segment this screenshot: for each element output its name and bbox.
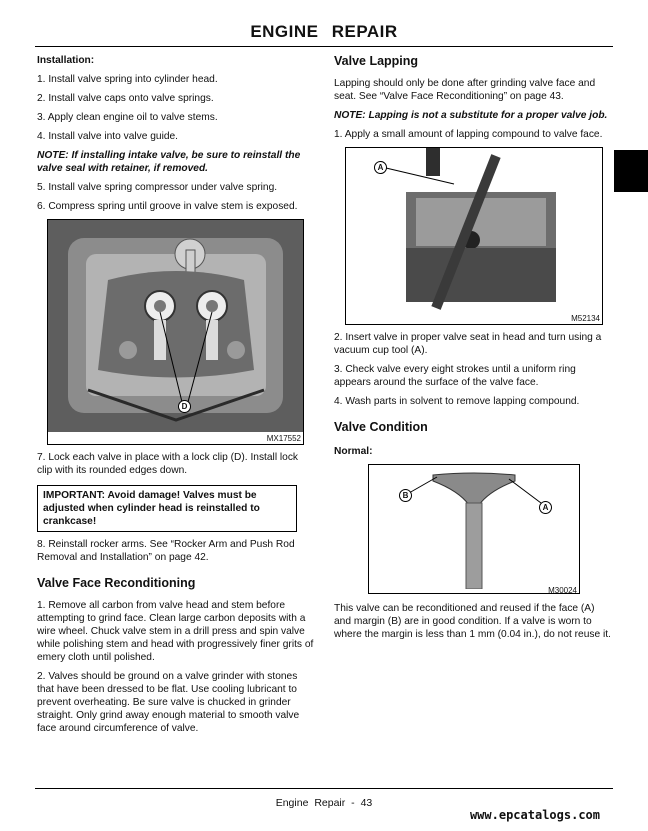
face-step-1: 1. Remove all carbon from valve head and stem before attempting to grind face. Clean large carbon deposits with a wire wheel. Chuck valve stem in a drill press and spin valve while polishing stem and head with progressively finer grits of emery cloth until polished. <box>37 600 314 663</box>
installation-heading: Installation: <box>37 55 95 66</box>
figure-vacuum-cup <box>345 147 603 325</box>
callout-a: A <box>539 501 552 514</box>
step-1: 1. Install valve spring into cylinder head. <box>37 74 218 85</box>
figure-id: M52134 <box>571 314 600 323</box>
installation-steps-a <box>37 73 315 143</box>
step-3: 3. Apply clean engine oil to valve stems. <box>37 112 218 123</box>
page-number: Engine Repair - 43 <box>275 797 373 809</box>
page-title: ENGINE REPAIR <box>250 22 398 41</box>
face-step-2: 2. Valves should be ground on a valve grinder with stones that have been dressed to be flat. Use cooling lubricant to prevent overheating. Be sure valve is chucked in grinder straight. Only grind away enough material to smooth valve face around circumference of valve. <box>37 671 300 734</box>
figure-spring-compressor <box>47 219 304 445</box>
cylinder-head-photo <box>48 220 303 432</box>
page-header <box>35 20 613 47</box>
left-column <box>37 54 315 741</box>
watermark: www.epcatalogs.com <box>469 808 600 822</box>
normal-label: Normal: <box>334 446 373 457</box>
installation-steps-b <box>37 181 315 213</box>
step-2: 2. Install valve caps onto valve springs. <box>37 93 214 104</box>
right-column <box>334 54 614 647</box>
step-4: 4. Install valve into valve guide. <box>37 131 179 142</box>
lap-step-1: 1. Apply a small amount of lapping compound to valve face. <box>334 129 603 140</box>
callout-d: D <box>178 400 191 413</box>
condition-text: This valve can be reconditioned and reused if the face (A) and margin (B) are in good condition. If a valve is worn to where the margin is less than 1 mm (0.04 in.), do not reuse it. <box>334 603 611 640</box>
important-box: IMPORTANT: Avoid damage! Valves must be adjusted when cylinder head is reinstalled to crankcase! <box>37 485 297 532</box>
footer-rule <box>35 788 613 789</box>
lapping-intro: Lapping should only be done after grinding valve face and seat. See “Valve Face Reconditioning” on page 43. <box>334 78 596 102</box>
section-thumb-tab <box>614 150 648 192</box>
section-title-face: Valve Face Reconditioning <box>37 576 196 590</box>
step-6: 6. Compress spring until groove in valve stem is exposed. <box>37 201 298 212</box>
step-5: 5. Install valve spring compressor under valve spring. <box>37 182 278 193</box>
figure-id: M30024 <box>548 586 577 595</box>
lap-step-2: 2. Insert valve in proper valve seat in head and turn using a vacuum cup tool (A). <box>334 332 602 356</box>
step-8: 8. Reinstall rocker arms. See “Rocker Arm and Push Rod Removal and Installation” on page 42. <box>37 539 295 563</box>
valve-drawing <box>369 465 579 589</box>
section-title-condition: Valve Condition <box>334 420 428 434</box>
step-7: 7. Lock each valve in place with a lock clip (D). Install lock clip with its rounded edges down. <box>37 452 299 476</box>
callout-b: B <box>399 489 412 502</box>
figure-id: MX17552 <box>266 434 301 443</box>
lapping-steps <box>334 331 614 408</box>
figure-valve-normal <box>368 464 580 594</box>
intake-valve-note: NOTE: If installing intake valve, be sure to reinstall the valve seal with retainer, if removed. <box>37 150 301 174</box>
section-title-lapping: Valve Lapping <box>334 54 419 68</box>
callout-a: A <box>374 161 387 174</box>
lapping-note: NOTE: Lapping is not a substitute for a proper valve job. <box>334 110 608 121</box>
lap-step-3: 3. Check valve every eight strokes until a uniform ring appears around the surface of the valve face. <box>334 364 576 388</box>
lap-step-4: 4. Wash parts in solvent to remove lapping compound. <box>334 396 580 407</box>
